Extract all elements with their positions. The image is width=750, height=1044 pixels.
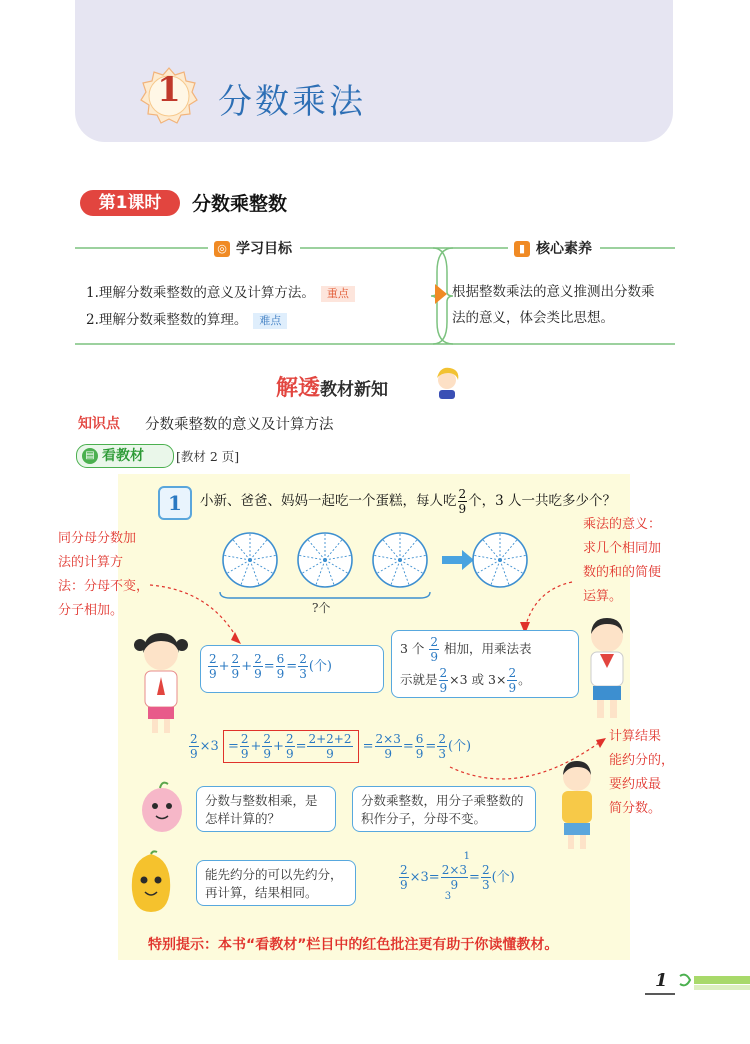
note-right-top-line-3: 数的和的简便 bbox=[583, 565, 662, 580]
equation-unit: (个) bbox=[447, 739, 472, 754]
boy-bubble-text-4: ×3 或 3× bbox=[449, 672, 507, 687]
problem-number: 1 bbox=[158, 486, 192, 520]
banner-rest: 教材新知 bbox=[320, 380, 389, 400]
note-left-line-1: 同分母分数加 bbox=[58, 531, 137, 546]
chapter-title: 分数乘法 bbox=[218, 82, 366, 122]
core-literacy-text: 核心素养 bbox=[536, 241, 592, 257]
note-right-mid-line-1: 计算结果 bbox=[609, 729, 662, 744]
cartoon-girl-icon bbox=[430, 364, 464, 400]
boy-bubble-text-2: 相加，用乘法表 bbox=[444, 641, 532, 656]
question-total-label: ?个 bbox=[312, 601, 331, 615]
boy-bubble-text-1: 3 个 bbox=[400, 641, 425, 656]
book-icon: ▤ bbox=[82, 448, 98, 464]
lesson-tag: 第1课时 bbox=[80, 190, 180, 216]
note-right-top-line-1: 乘法的意义： bbox=[583, 517, 662, 532]
core-literacy-content: 根据整数乘法的意义推测出分数乘法的意义，体会类比思想。 bbox=[452, 284, 655, 326]
note-right-mid-line-4: 简分数。 bbox=[609, 801, 662, 816]
multiplication-meaning-bubble bbox=[391, 630, 579, 698]
cake-diagram bbox=[210, 520, 540, 615]
goal-item-1 bbox=[86, 281, 355, 302]
question-bubble-1 bbox=[196, 786, 336, 832]
target-icon: ◎ bbox=[214, 241, 230, 257]
note-right-top-line-4: 运算。 bbox=[583, 589, 623, 604]
boy-bubble-text-3: 示就是 bbox=[400, 672, 438, 687]
lesson-title: 分数乘整数 bbox=[192, 193, 288, 215]
textbook-page-reference: [教材 2 页] bbox=[176, 449, 240, 464]
note-right-mid-line-3: 要约成最 bbox=[609, 777, 662, 792]
answer-bubble-1 bbox=[352, 786, 536, 832]
look-textbook-label bbox=[76, 444, 174, 468]
chapter-number: 1 bbox=[157, 70, 181, 110]
boy-thinking-character-icon bbox=[550, 755, 604, 850]
section-banner bbox=[276, 371, 388, 402]
girl-character-icon bbox=[126, 625, 196, 735]
note-left-line-4: 分子相加。 bbox=[58, 603, 124, 618]
problem-fraction bbox=[458, 488, 468, 515]
note-meaning-of-multiplication bbox=[583, 513, 661, 609]
problem-text-2: 个，3 人一共吃多少个？ bbox=[468, 493, 617, 509]
question-bubble-2-text: 能先约分的可以先约分，再计算，结果相同。 bbox=[205, 867, 343, 900]
yellow-mascot-icon bbox=[120, 850, 182, 916]
cancellation-equation: $\frac{2}{9}$ ×3= 2×3 9 1 3 = $\frac{2}{3}$ (个) bbox=[400, 851, 515, 902]
banner-highlight: 解透 bbox=[276, 376, 321, 401]
sum-expression: $\frac{2}{9}$ + $\frac{2}{9}$ + $\frac{2}{9}$ = $\frac{6}{9}$ = $\frac{2}{3}$ (个) bbox=[209, 652, 332, 681]
goal-item-2-tag: 难点 bbox=[253, 313, 287, 329]
question-bubble-1-text: 分数与整数相乘，是怎样计算的？ bbox=[205, 793, 318, 826]
bar-chart-icon: ▮ bbox=[514, 241, 530, 257]
core-literacy-label bbox=[508, 238, 600, 260]
frac-num: 2 bbox=[458, 487, 467, 501]
answer-bubble-1-text: 分数乘整数，用分子乘整数的积作分子，分母不变。 bbox=[361, 793, 524, 826]
sum-calculation-bubble bbox=[200, 645, 384, 693]
page-arrow-decoration bbox=[676, 968, 750, 998]
problem-text-1: 小新、爸爸、妈妈一起吃一个蛋糕，每人吃 bbox=[200, 493, 457, 509]
goal-item-2-text: 2.理解分数乘整数的算理。 bbox=[86, 312, 248, 328]
study-goals-label bbox=[208, 238, 300, 260]
note-right-mid-line-2: 能约分的， bbox=[609, 753, 675, 768]
equation-highlight-box: = $\frac{2}{9}$ + $\frac{2}{9}$ + $\frac{2}{9}$ = $\frac{2+2+2}{9}$ bbox=[223, 730, 359, 763]
note-left-line-3: 法：分母不变， bbox=[58, 579, 150, 594]
note-same-denominator-addition bbox=[58, 527, 149, 623]
study-goals-text: 学习目标 bbox=[236, 241, 292, 257]
note-left-line-2: 法的计算方 bbox=[58, 555, 124, 570]
goal-item-1-tag: 重点 bbox=[321, 286, 355, 302]
goal-item-1-text: 1.理解分数乘整数的意义及计算方法。 bbox=[86, 285, 315, 301]
boy-bubble-line-1: 3 个 $\frac{2}{9}$ 相加，用乘法表 bbox=[400, 635, 532, 664]
pink-mascot-icon bbox=[136, 778, 188, 838]
main-equation: $\frac{2}{9}$ ×3 = $\frac{2}{9}$ + $\frac{2}{9}$ + $\frac{2}{9}$ = $\frac{2+2+2}{9}$ = $\frac{2\times 3}{9}$ = $\frac{6}{9}$ = $\frac{2}{3}$ (个) bbox=[190, 732, 472, 761]
problem-statement bbox=[200, 488, 616, 515]
page-number: 1 bbox=[655, 970, 668, 991]
knowledge-point-text: 分数乘整数的意义及计算方法 bbox=[145, 417, 334, 433]
question-bubble-2 bbox=[196, 860, 356, 906]
sum-unit: (个) bbox=[308, 659, 332, 674]
note-right-top-line-2: 求几个相同加 bbox=[583, 541, 662, 556]
goal-item-2 bbox=[86, 308, 287, 329]
look-textbook-text: 看教材 bbox=[102, 448, 144, 464]
knowledge-point-label: 知识点 bbox=[78, 416, 120, 432]
special-tip: 特别提示：本书“看教材”栏目中的红色批注更有助于你读懂教材。 bbox=[148, 937, 559, 953]
boy-bubble-line-2: 示就是 $\frac{2}{9}$ ×3 或 3× $\frac{2}{9}$ 。 bbox=[400, 666, 531, 695]
boy-character-icon bbox=[576, 610, 638, 720]
note-simplify-result bbox=[609, 725, 674, 821]
frac-den: 9 bbox=[458, 502, 467, 516]
